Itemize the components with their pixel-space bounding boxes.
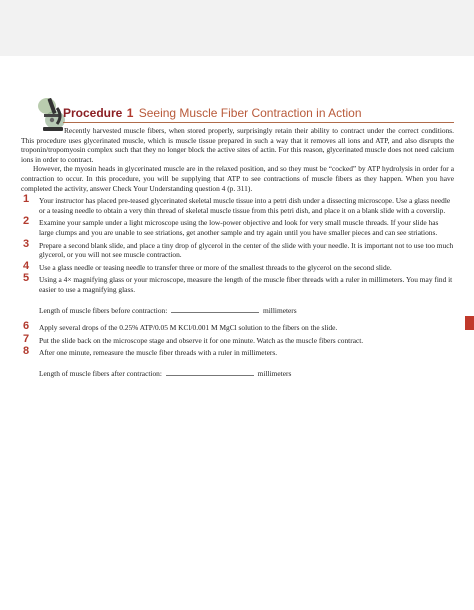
step-number: 1	[23, 193, 30, 206]
procedure-steps	[21, 193, 454, 378]
step-number: 2	[23, 215, 30, 228]
step-number: 7	[23, 332, 30, 345]
step-1	[21, 193, 454, 215]
step-number: 5	[23, 272, 30, 285]
step-number: 3	[23, 237, 30, 250]
viewer-top-bar	[0, 0, 474, 57]
procedure-label: Procedure	[63, 106, 123, 120]
intro-paragraph-1: Recently harvested muscle fibers, when stored properly, surprisingly retain their ability to contract under the correct conditions. This procedure uses glycerinated muscle, which is muscle tissue prepared in such a way that it removes all ions and ATP, and also disrupts the troponin/tropomyosin complex such that they no longer block the active sites of actin. For this reason, glycerinated muscle does not need calcium ions in order to contract.	[21, 126, 454, 164]
step-text: Put the slide back on the microscope stage and observe it for one minute. Watch as the muscle fibers contract.	[39, 335, 364, 345]
step-text: Prepare a second blank slide, and place a tiny drop of glycerol in the center of the slide with your needle. It is important not to use too much glycerol, or you will not see muscle contraction.	[39, 240, 454, 260]
step-number: 6	[23, 320, 30, 333]
step-3	[21, 237, 454, 260]
step-2	[21, 215, 454, 237]
step-text: Use a glass needle or teasing needle to transfer three or more of the smallest threads to the glycerol on the second slide.	[39, 262, 392, 272]
step-6	[21, 320, 454, 333]
step-8	[21, 345, 454, 358]
step-5	[21, 272, 454, 294]
step-number: 8	[23, 345, 30, 358]
step-text: Your instructor has placed pre-teased glycerinated skeletal muscle tissue into a petri dish under a dissecting microscope. Use a glass needle or a teasing needle to obtain a very thin thread of skeletal muscle tissue from this petri dish, and place it on a blank slide with a coverslip.	[39, 196, 451, 215]
step-text: Apply several drops of the 0.25% ATP/0.05 M KCl/0.001 M MgCl solution to the fibers on the slide.	[39, 323, 338, 333]
step-text: Using a 4× magnifying glass or your microscope, measure the length of the muscle fiber threads with a ruler in millimeters. You may find it easier to use a magnifying glass.	[39, 275, 453, 294]
procedure-header	[21, 102, 454, 124]
header-rule	[63, 122, 454, 123]
procedure-number: 1	[126, 106, 134, 120]
step-text: After one minute, remeasure the muscle fiber threads with a ruler in millimeters.	[39, 348, 278, 358]
measure-before-blank[interactable]	[171, 305, 259, 313]
measure-before-row	[21, 305, 454, 316]
measure-before-label: Length of muscle fibers before contraction:	[39, 305, 168, 315]
step-number: 4	[23, 259, 30, 272]
procedure-content	[21, 102, 454, 386]
measure-after-unit: millimeters	[257, 368, 292, 378]
procedure-name: Seeing Muscle Fiber Contraction in Action	[138, 106, 362, 120]
measure-before-unit: millimeters	[262, 305, 297, 315]
procedure-title	[63, 106, 362, 120]
chapter-tab	[465, 316, 474, 330]
measure-after-row	[21, 368, 454, 379]
step-text: Examine your sample under a light microscope using the low-power objective and look for very small muscle threads. If your slide has large clumps and you are unable to see striations, get another sample and try again until you have smaller pieces and can see striations.	[39, 218, 439, 237]
document-page	[0, 56, 474, 610]
step-7	[21, 332, 454, 346]
step-4	[21, 259, 454, 273]
measure-after-blank[interactable]	[166, 368, 254, 376]
intro-paragraph-2: However, the myosin heads in glycerinated muscle are in the relaxed position, and so they must be “cocked” by ATP hydrolysis in order for a contraction to occur. In this procedure, you will be supplying that ATP to see contractions of muscle fibers as they happen. When you have completed the activity, answer Check Your Understanding question 4 (p. 311).	[21, 164, 454, 193]
measure-after-label: Length of muscle fibers after contraction:	[39, 368, 162, 378]
